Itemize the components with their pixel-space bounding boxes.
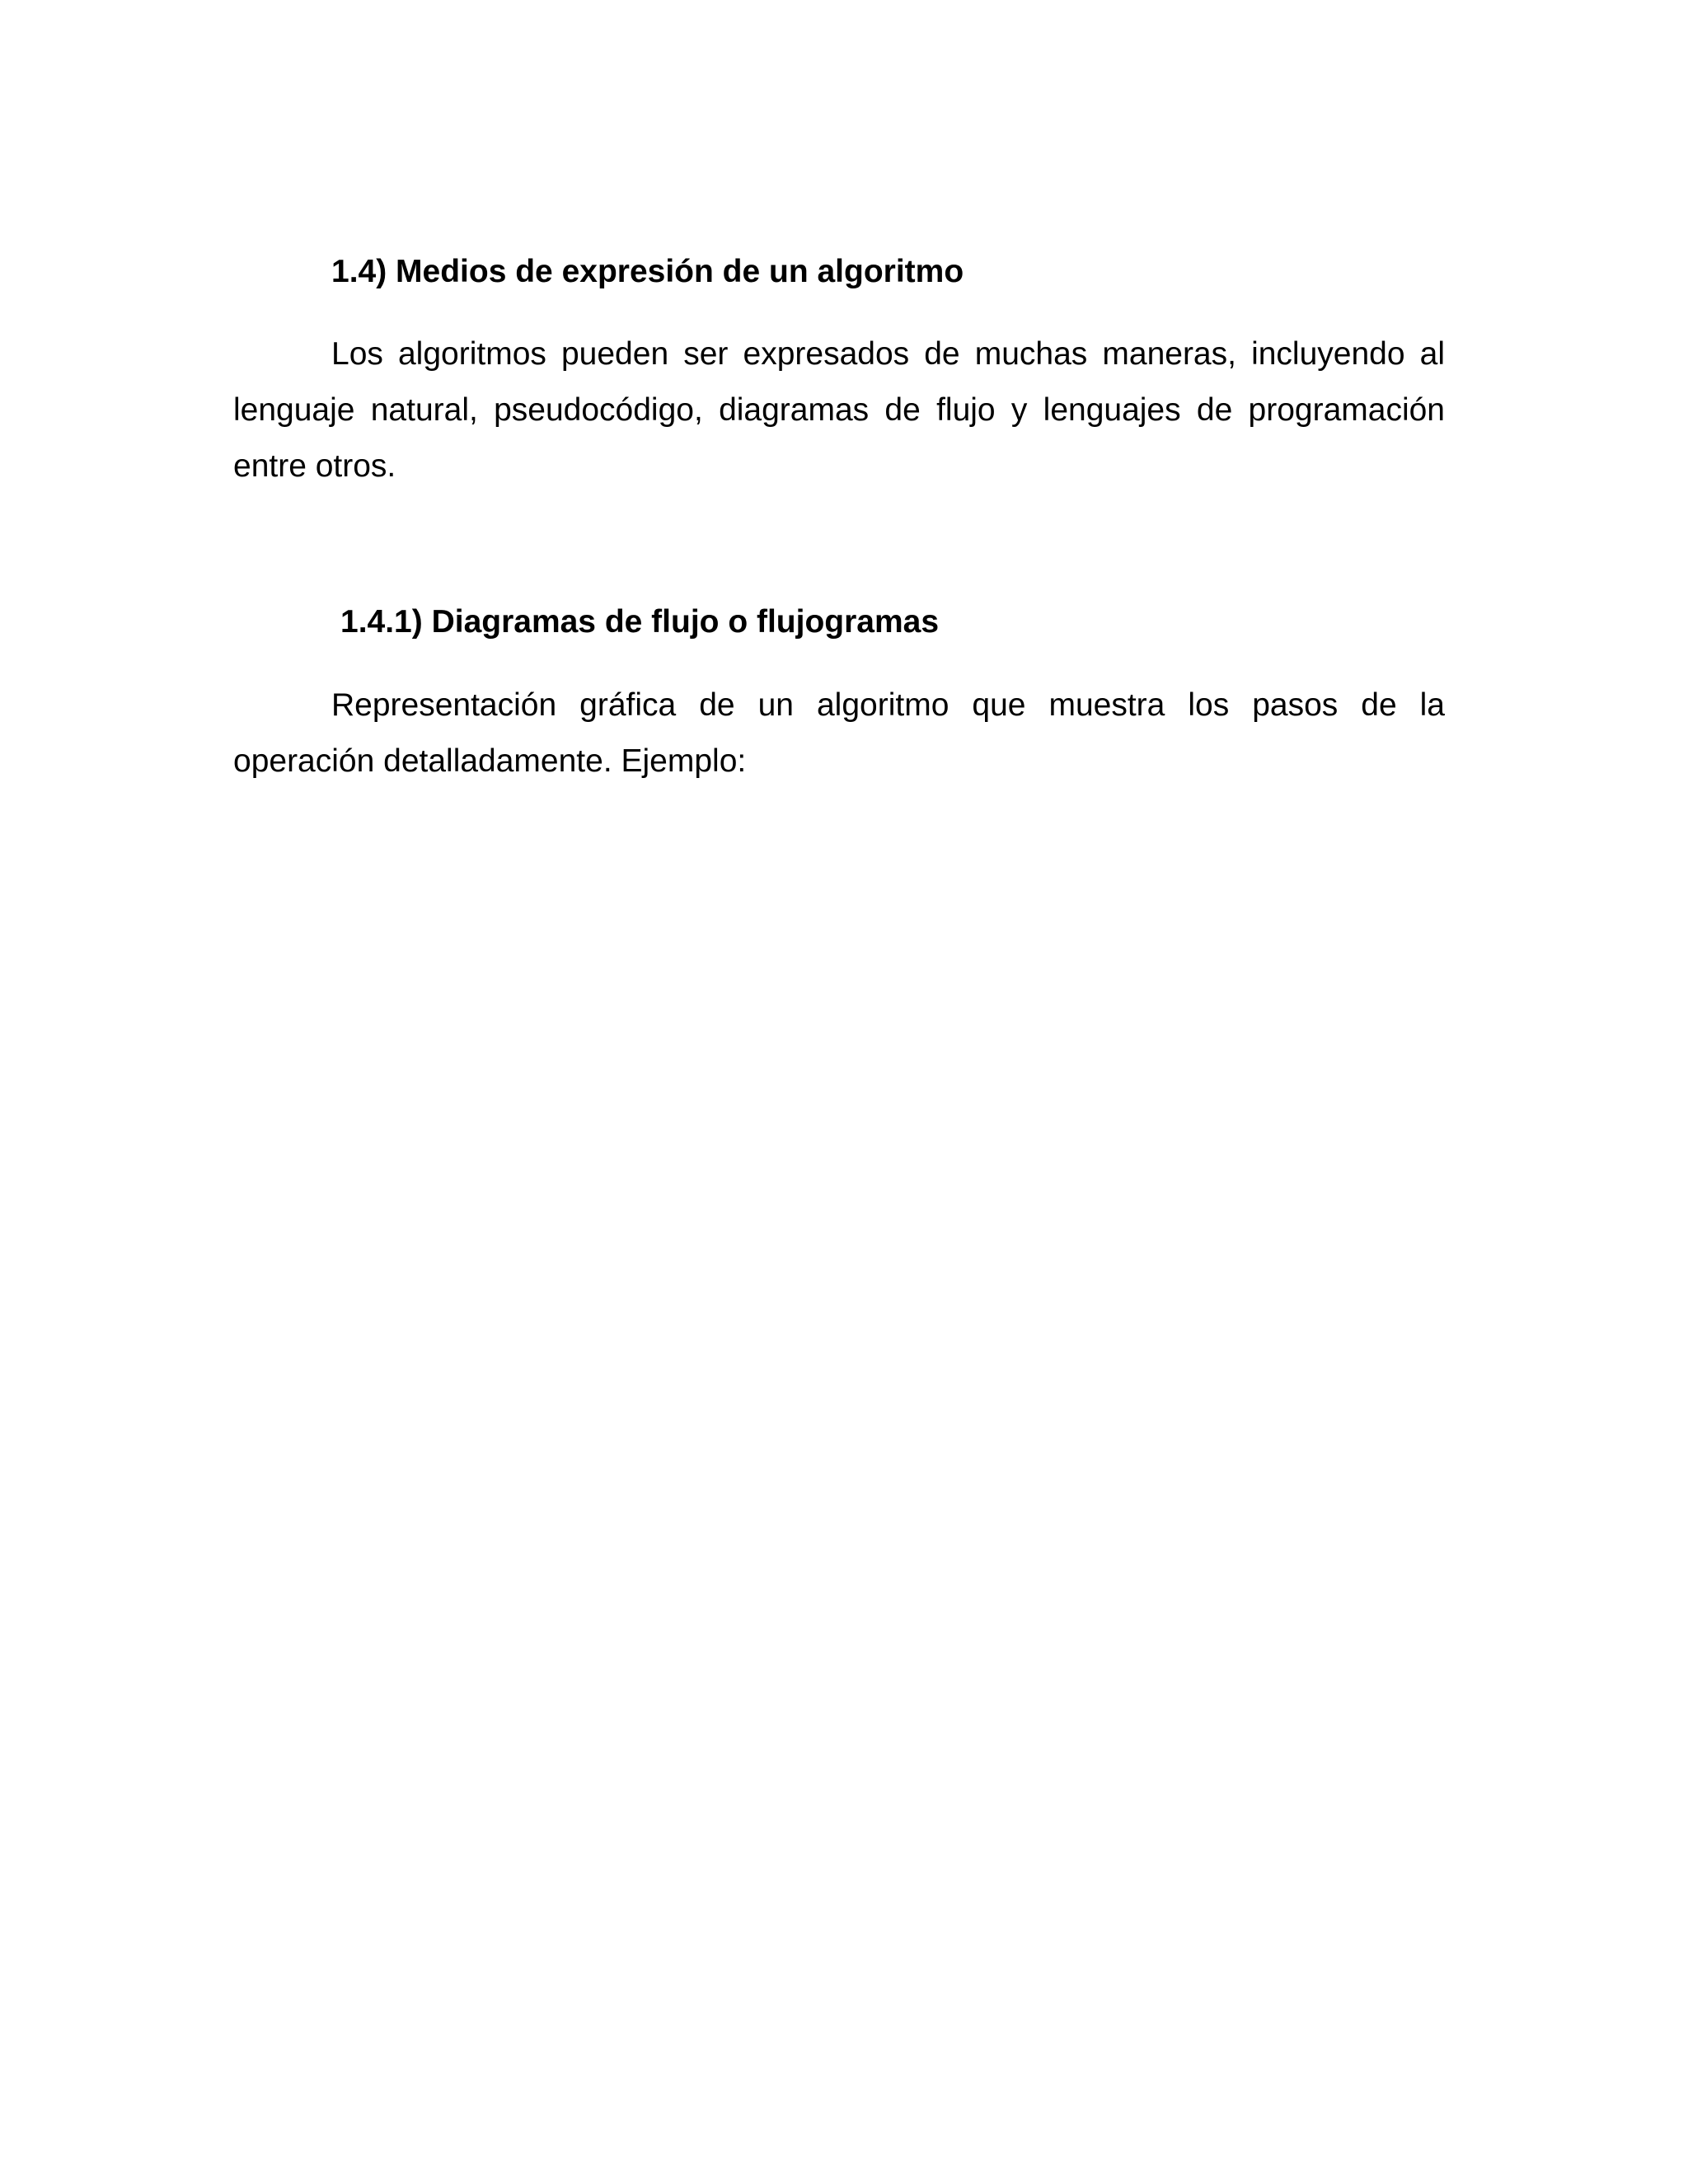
section-paragraph-1-4: Los algoritmos pueden ser expresados de muchas maneras, incluyendo al lenguaje natural, pseudocódigo, diagramas de flujo y lenguajes de programación entre otros.	[233, 336, 1445, 484]
section-heading-1-4-1: 1.4.1) Diagramas de flujo o flujogramas	[340, 604, 940, 640]
section-paragraph-1-4-1: Representación gráfica de un algoritmo que muestra los pasos de la operación detalladamente. Ejemplo:	[233, 687, 1445, 779]
section-heading-1-4: 1.4) Medios de expresión de un algoritmo	[331, 254, 964, 289]
